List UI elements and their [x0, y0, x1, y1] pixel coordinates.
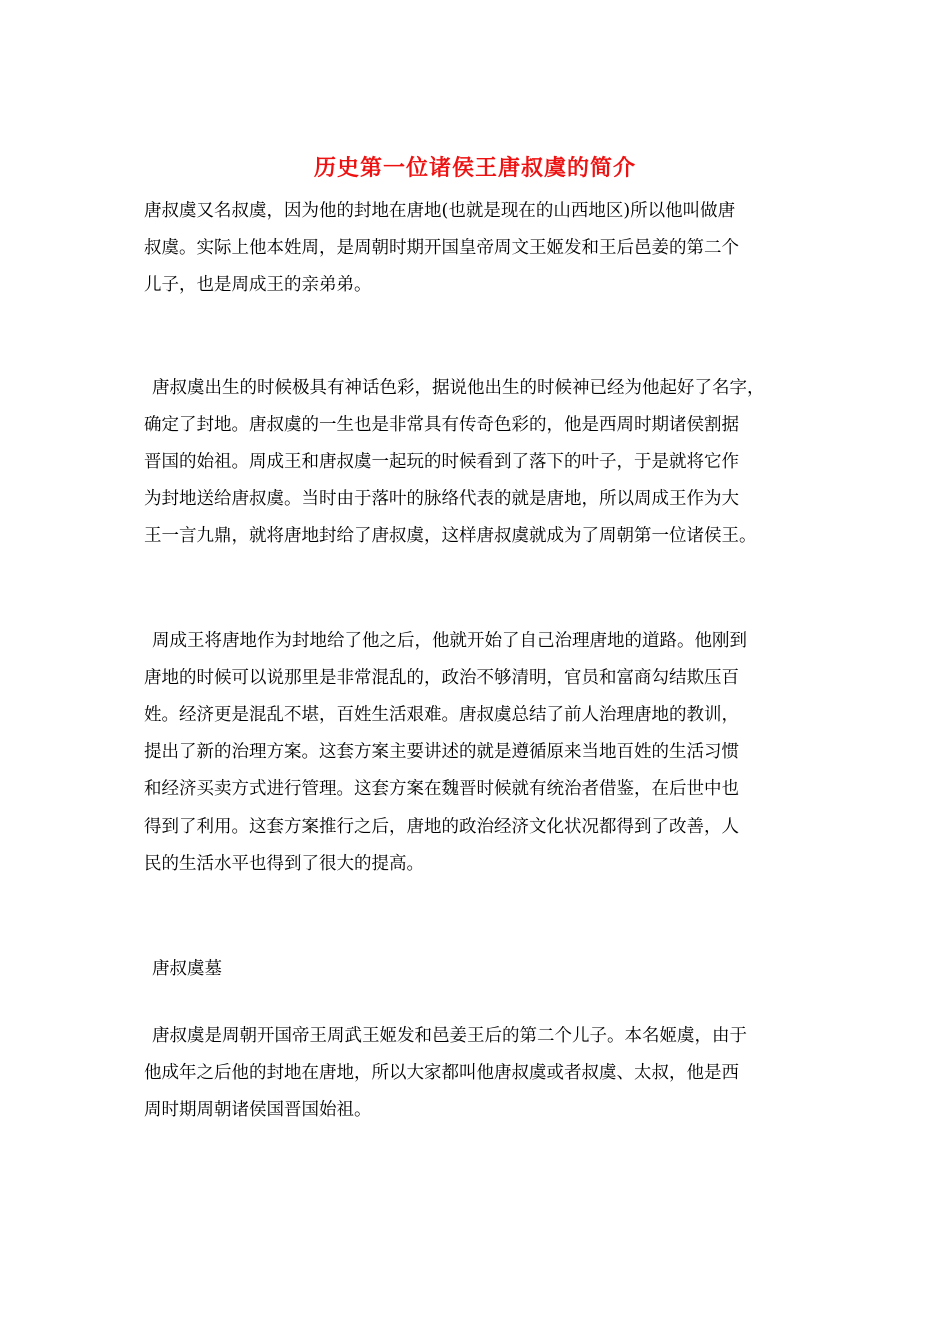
paragraph-5-line-2: 他成年之后他的封地在唐地，所以大家都叫他唐叔虞或者叔虞、太叔，他是西 [144, 1063, 739, 1083]
paragraph-3-line-3: 姓。经济更是混乱不堪，百姓生活艰难。唐叔虞总结了前人治理唐地的教训， [144, 705, 739, 725]
paragraph-2-line-2: 确定了封地。唐叔虞的一生也是非常具有传奇色彩的，他是西周时期诸侯割据 [144, 415, 739, 435]
paragraph-2-line-5: 王一言九鼎，就将唐地封给了唐叔虞，这样唐叔虞就成为了周朝第一位诸侯王。 [144, 526, 757, 546]
paragraph-2-line-3: 晋国的始祖。周成王和唐叔虞一起玩的时候看到了落下的叶子，于是就将它作 [144, 452, 739, 472]
paragraph-5-line-3: 周时期周朝诸侯国晋国始祖。 [144, 1100, 372, 1120]
paragraph-3-line-6: 得到了利用。这套方案推行之后，唐地的政治经济文化状况都得到了改善，人 [144, 817, 739, 837]
paragraph-3-line-7: 民的生活水平也得到了很大的提高。 [144, 854, 424, 874]
document-title: 历史第一位诸侯王唐叔虞的简介 [313, 155, 636, 181]
paragraph-3-line-4: 提出了新的治理方案。这套方案主要讲述的就是遵循原来当地百姓的生活习惯 [144, 742, 739, 762]
paragraph-2-line-1: 唐叔虞出生的时候极具有神话色彩，据说他出生的时候神已经为他起好了名字， [152, 378, 765, 398]
paragraph-2-line-4: 为封地送给唐叔虞。当时由于落叶的脉络代表的就是唐地，所以周成王作为大 [144, 489, 739, 509]
paragraph-1-line-2: 叔虞。实际上他本姓周，是周朝时期开国皇帝周文王姬发和王后邑姜的第二个 [144, 238, 739, 258]
paragraph-3-line-1: 周成王将唐地作为封地给了他之后，他就开始了自己治理唐地的道路。他刚到 [152, 631, 747, 651]
paragraph-3-line-5: 和经济买卖方式进行管理。这套方案在魏晋时候就有统治者借鉴，在后世中也 [144, 779, 739, 799]
paragraph-1-line-3: 儿子，也是周成王的亲弟弟。 [144, 275, 372, 295]
paragraph-1-line-1: 唐叔虞又名叔虞，因为他的封地在唐地(也就是现在的山西地区)所以他叫做唐 [144, 201, 736, 221]
paragraph-3-line-2: 唐地的时候可以说那里是非常混乱的，政治不够清明，官员和富商勾结欺压百 [144, 668, 739, 688]
section-heading: 唐叔虞墓 [152, 959, 222, 979]
paragraph-5-line-1: 唐叔虞是周朝开国帝王周武王姬发和邑姜王后的第二个儿子。本名姬虞，由于 [152, 1026, 747, 1046]
